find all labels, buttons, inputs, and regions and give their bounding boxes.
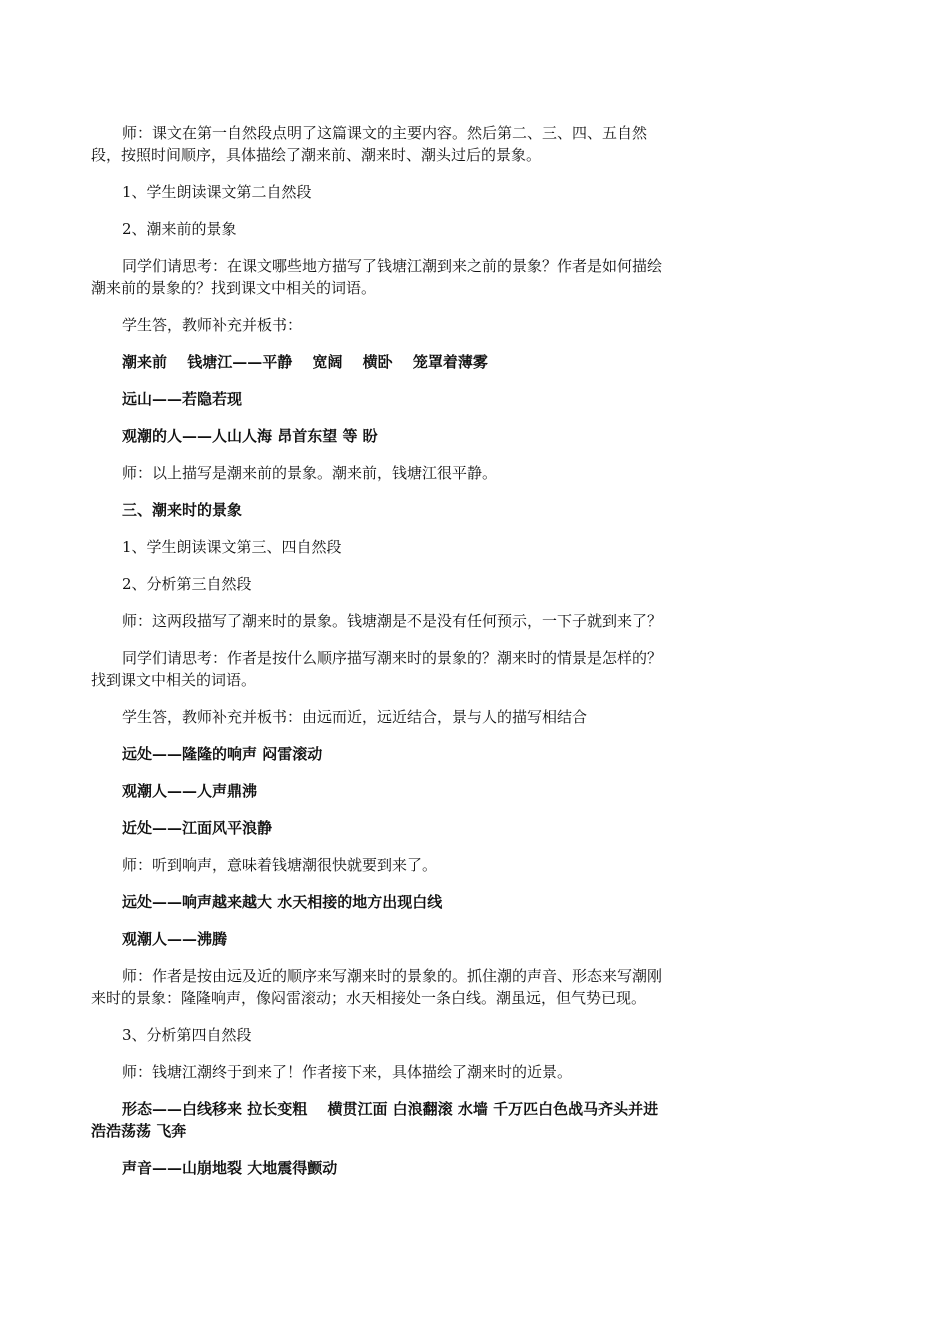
board-note: 远处——响声越来越大 水天相接的地方出现白线	[122, 893, 443, 911]
paragraph: 3、分析第四自然段	[122, 1026, 252, 1044]
board-note: 潮来前 钱塘江——平静 宽阔 横卧 笼罩着薄雾	[122, 353, 488, 371]
paragraph: 1、学生朗读课文第三、四自然段	[122, 538, 342, 556]
paragraph: 师：听到响声，意味着钱塘潮很快就要到来了。	[122, 856, 438, 874]
paragraph: 1、学生朗读课文第二自然段	[122, 183, 312, 201]
board-note: 形态——白线移来 拉长变粗 横贯江面 白浪翻滚 水墙 千万匹白色战马齐头并进 浩浩荡荡 飞奔	[91, 1100, 679, 1140]
board-note: 观潮人——沸腾	[122, 930, 228, 948]
document-page	[91, 122, 679, 1194]
paragraph: 师：钱塘江潮终于到来了！作者接下来，具体描绘了潮来时的近景。	[122, 1063, 573, 1081]
section-heading: 三、潮来时的景象	[122, 501, 243, 519]
paragraph: 学生答，教师补充并板书：由远而近，远近结合，景与人的描写相结合	[122, 708, 588, 726]
paragraph: 2、潮来前的景象	[122, 220, 237, 238]
paragraph: 师：课文在第一自然段点明了这篇课文的主要内容。然后第二、三、四、五自然段，按照时间顺序，具体描绘了潮来前、潮来时、潮头过后的景象。	[91, 124, 648, 164]
board-note: 近处——江面风平浪静	[122, 819, 273, 837]
board-note: 观潮的人——人山人海 昂首东望 等 盼	[122, 427, 378, 445]
paragraph: 2、分析第三自然段	[122, 575, 252, 593]
paragraph: 学生答，教师补充并板书：	[122, 316, 303, 334]
board-note: 观潮人——人声鼎沸	[122, 782, 258, 800]
board-note: 远处——隆隆的响声 闷雷滚动	[122, 745, 323, 763]
paragraph: 师：作者是按由远及近的顺序来写潮来时的景象的。抓住潮的声音、形态来写潮刚来时的景象：隆隆响声，像闷雷滚动；水天相接处一条白线。潮虽远，但气势已现。	[91, 967, 663, 1007]
paragraph: 同学们请思考：在课文哪些地方描写了钱塘江潮到来之前的景象？作者是如何描绘潮来前的景象的？找到课文中相关的词语。	[91, 257, 663, 297]
paragraph: 师：以上描写是潮来前的景象。潮来前，钱塘江很平静。	[122, 464, 498, 482]
paragraph: 同学们请思考：作者是按什么顺序描写潮来时的景象的？潮来时的情景是怎样的？找到课文中相关的词语。	[91, 649, 663, 689]
board-note: 远山——若隐若现	[122, 390, 243, 408]
board-note: 声音——山崩地裂 大地震得颤动	[122, 1159, 338, 1177]
paragraph: 师：这两段描写了潮来时的景象。钱塘潮是不是没有任何预示，一下子就到来了？	[122, 612, 663, 630]
